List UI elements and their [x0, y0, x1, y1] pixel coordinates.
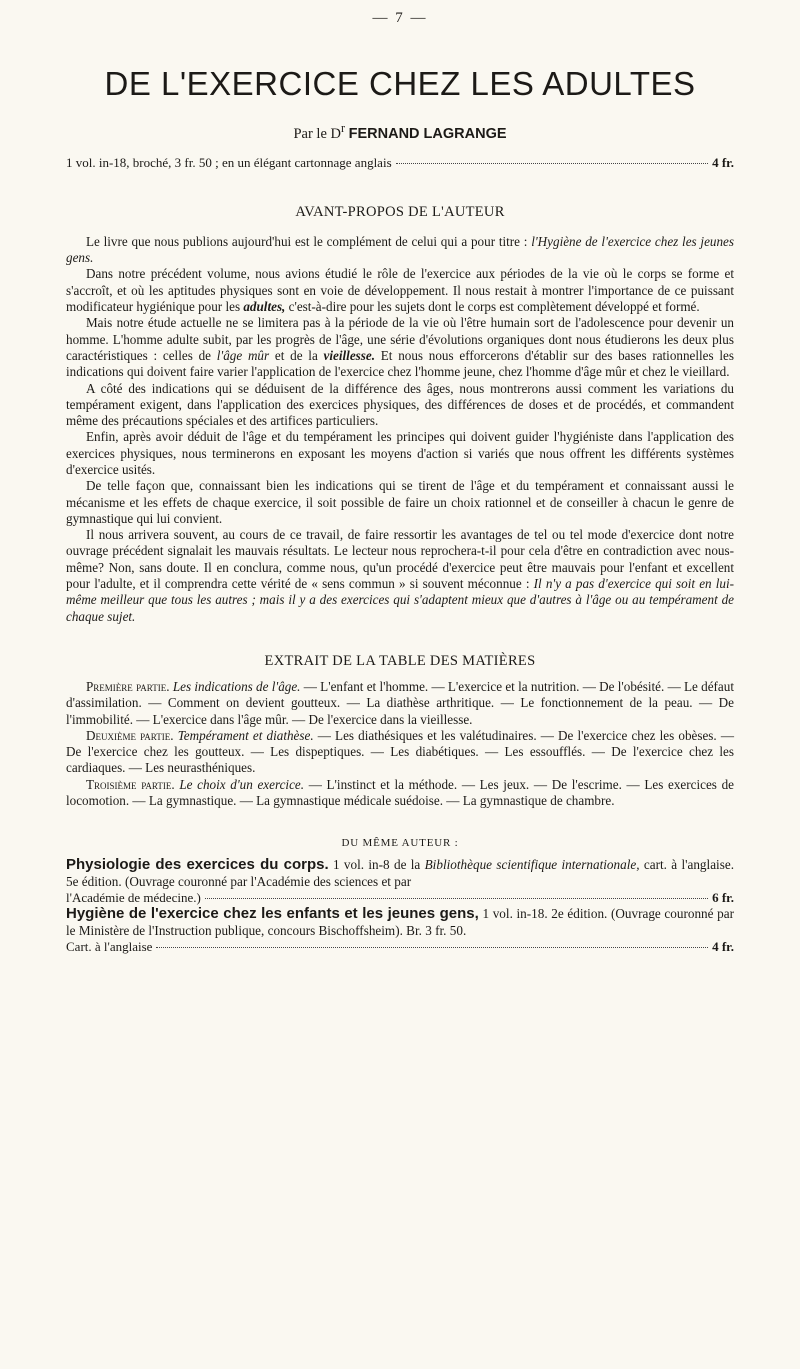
book-price: 4 fr. — [712, 938, 734, 954]
book-page — [66, 0, 734, 955]
part-contents: — L'enfant et l'homme. — L'exercice et la nutrition. — De l'obésité. — Le défaut d'assimilation. — Comment on devient goutteux. — La diathèse arthritique. — Le fonctionnement de la peau. — De l'immobilité. — L'exercice dans l'âge mûr. — De l'exercice dans la vieillesse. — [66, 678, 734, 727]
book-entry-1-price-line — [66, 890, 734, 906]
preface-paragraph: A côté des indications qui se déduisent de la différence des âges, nous montrerons aussi comment les variations du tempérament exigent, dans l'application des exercices physiques, des différences de doses et de procédés, et commandent même des précautions spéciales et des artifices particuliers. — [66, 380, 734, 429]
emphasis: vieillesse. — [323, 347, 375, 363]
part-label: Troisième partie. — [86, 776, 175, 792]
text-run: et de la — [269, 347, 324, 363]
page-title: DE L'EXERCICE CHEZ LES ADULTES — [104, 65, 696, 102]
book-price: 6 fr. — [712, 889, 734, 905]
toc-part-1 — [66, 679, 734, 728]
author-prefix-sup: r — [340, 121, 346, 135]
part-title: Les indications de l'âge. — [172, 678, 301, 694]
text-run: 1 vol. in-18. 2e édition. (Ouvrage couronné par le Ministère de l'Instruction publique, concours Bischoffsheim). Br. 3 fr. 50. — [66, 906, 734, 938]
text-run: c'est-à-dire pour les sujets dont le corps est complètement développé et formé. — [285, 299, 700, 315]
same-author-heading: DU MÊME AUTEUR : — [341, 837, 459, 850]
author-line — [66, 121, 734, 143]
toc-part-2 — [66, 728, 734, 777]
preface-title: AVANT-PROPOS DE L'AUTEUR — [295, 203, 505, 220]
series-name: Bibliothèque scientifique internationale, — [424, 857, 640, 873]
emphasis: adultes, — [243, 299, 286, 315]
preface-paragraph: De telle façon que, connaissant bien les indications qui se tirent de l'âge et du tempérament et connaissant aussi le mécanisme et les effets de chaque exercice, il soit possible de faire un choix rationnel et de conseiller à chacun le genre de gymnastique qui lui convient. — [66, 478, 734, 526]
book-entry-1 — [66, 857, 734, 890]
edition-text: 1 vol. in-18, broché, 3 fr. 50 ; en un élégant cartonnage anglais — [66, 154, 392, 170]
book-title: Physiologie des exercices du corps. — [66, 856, 329, 874]
edition-price: 4 fr. — [712, 154, 734, 170]
part-contents: — Les diathésiques et les valétudinaires. — De l'exercice chez les obèses. — De l'exercice chez les goutteux. — Les dispeptiques. — Les diabétiques. — Les essoufflés. — De l'exercice chez les cardiaques. — Les neurasthéniques. — [66, 727, 734, 776]
book-title: Hygiène de l'exercice chez les enfants et les jeunes gens, — [66, 905, 479, 923]
book-reference: l'Hygiène de l'exercice chez les jeunes gens. — [66, 233, 734, 266]
part-title: Le choix d'un exercice. — [179, 776, 305, 792]
emphasis-quote: Il n'y a pas d'exercice qui soit en lui-même meilleur que tous les autres ; mais il y a des exercices qui s'adaptent mieux que d'autres à l'âge ou au tempérament de chaque sujet. — [66, 576, 734, 624]
toc-body — [66, 679, 734, 809]
toc-title: EXTRAIT DE LA TABLE DES MATIÈRES — [264, 652, 536, 669]
preface-paragraph — [66, 266, 734, 315]
preface-paragraph — [66, 315, 734, 380]
author-name: FERNAND LAGRANGE — [348, 125, 507, 142]
text-run: 1 vol. in-8 de la — [328, 857, 425, 873]
text-run: Dans notre précédent volume, nous avions étudié le rôle de l'exercice aux périodes de la vie où le corps se forme et s'accroît, et où les aptitudes physiques sont en voie de développement. Il nous restait à montrer l'importance de ce puissant modificateur hygiénique pour les — [66, 266, 734, 315]
edition-line — [66, 155, 734, 171]
text-run: Mais notre étude actuelle ne se limitera pas à la période de la vie où l'être humain sort de l'adolescence pour devenir un homme. L'homme adulte subit, par les progrès de l'âge, une série d'évolutions organiques dont nous étudierons les deux plus caractéristiques : celles de — [66, 315, 734, 363]
preface-paragraph: Enfin, après avoir déduit de l'âge et du tempérament les principes qui doivent guider l'hygiéniste dans l'application des exercices physiques, nous terminerons en exposant les moyens d'action si variés que nous offrent les différents systèmes d'exercice usités. — [66, 429, 734, 477]
text-run: Et nous nous efforcerons d'établir sur des bases rationnelles les indications qui doivent faire varier l'application de l'exercice chez l'homme jeune, chez l'homme d'âge mûr et chez le vieillard. — [66, 347, 734, 380]
preface-paragraph — [66, 527, 734, 625]
author-prefix: Par le D — [293, 125, 341, 142]
part-contents: — L'instinct et la méthode. — Les jeux. — De l'escrime. — Les exercices de locomotion. — La gymnastique. — La gymnastique médicale suédoise. — La gymnastique de chambre. — [66, 776, 734, 809]
part-title: Tempérament et diathèse. — [177, 727, 314, 743]
dot-leader — [205, 898, 708, 899]
dot-leader — [156, 947, 708, 948]
part-label: Deuxième partie. — [86, 727, 174, 743]
text-run: Il nous arrivera souvent, au cours de ce travail, de faire ressortir les avantages de tel ou tel mode d'exercice dont notre ouvrage précédent signalait les mauvais résultats. Le lecteur nous reprochera-t-il pour cela d'être en contradiction avec nous-même? Non, sans doute. Il en conclura, comme nous, qu'un procédé d'exercice peut être mauvais pour l'enfant et excellent pour l'adulte, et il comprendra cette vérité de « sens commun » si souvent méconnue : — [66, 527, 734, 592]
toc-part-3 — [66, 777, 734, 810]
text-run: Cart. à l'anglaise — [66, 938, 153, 954]
text-run: cart. à l'anglaise. 5e édition. (Ouvrage couronné par l'Académie des sciences et par — [66, 857, 734, 889]
preface-body — [66, 234, 734, 625]
emphasis: l'âge mûr — [216, 347, 270, 363]
part-label: Première partie. — [86, 678, 170, 694]
book-entry-2-price-line — [66, 939, 734, 955]
text-run: Le livre que nous publions aujourd'hui est le complément de celui qui a pour titre : — [86, 233, 532, 249]
book-entry-2 — [66, 906, 734, 939]
same-author-books — [66, 857, 734, 955]
preface-paragraph — [66, 234, 734, 267]
page-number: — 7 — — [372, 10, 428, 26]
text-run: l'Académie de médecine.) — [66, 889, 201, 905]
dot-leader — [396, 163, 708, 164]
